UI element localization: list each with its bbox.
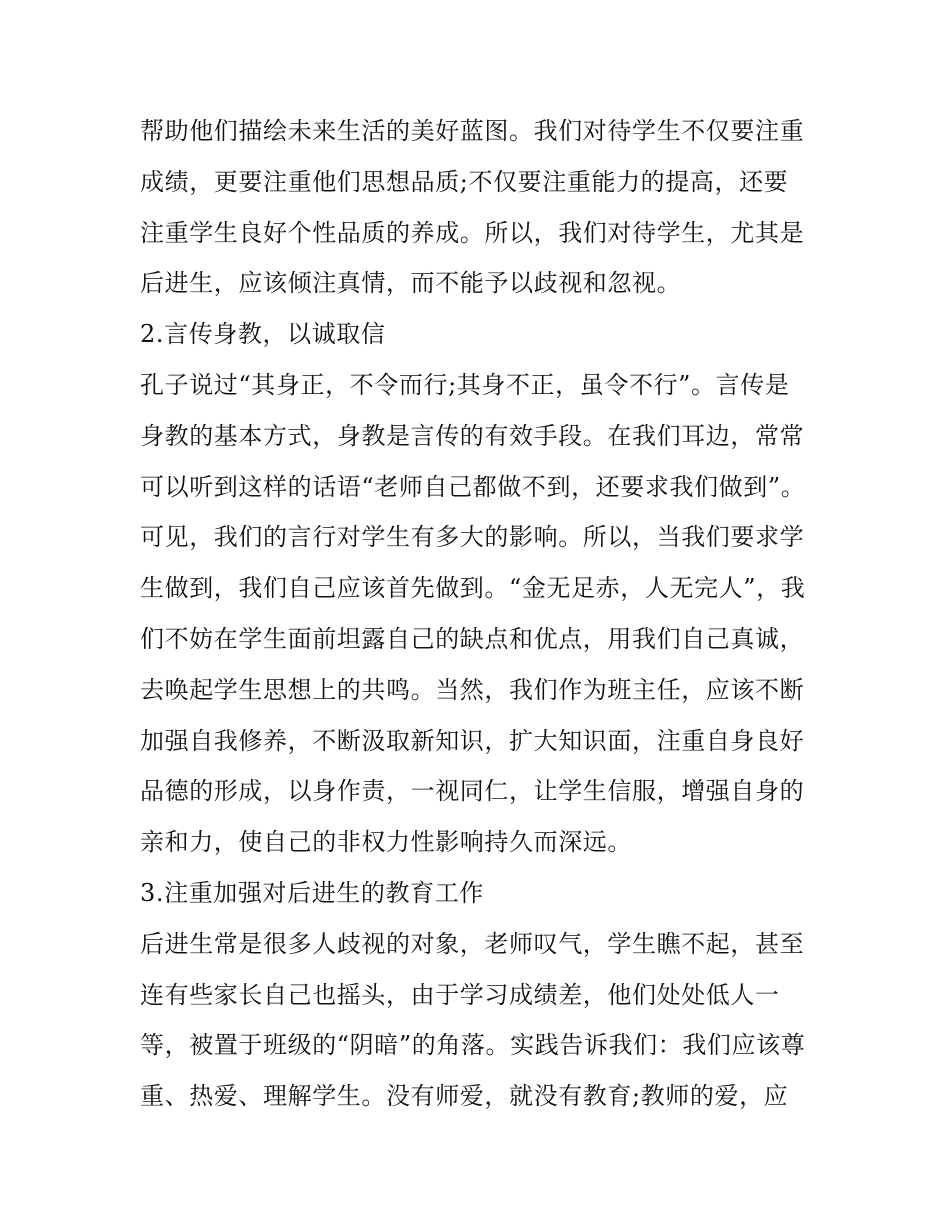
text-line: 成绩，更要注重他们思想品质;不仅要注重能力的提高，还要 [140, 167, 789, 196]
text-line: 后进生，应该倾注真情，而不能予以歧视和忽视。 [140, 269, 682, 298]
section-heading: 3.注重加强对后进生的教育工作 [140, 878, 484, 907]
text-line: 加强自我修养，不断汲取新知识，扩大知识面，注重自身良好 [140, 726, 805, 755]
text-line: 后进生常是很多人歧视的对象，老师叹气，学生瞧不起，甚至 [140, 929, 805, 958]
text-line: 帮助他们描绘未来生活的美好蓝图。我们对待学生不仅要注重 [140, 117, 805, 145]
text-line: 可见，我们的言行对学生有多大的影响。所以，当我们要求学 [140, 523, 805, 552]
text-line: 注重学生良好个性品质的养成。所以，我们对待学生，尤其是 [140, 218, 805, 247]
text-line: 生做到，我们自己应该首先做到。“金无足赤，人无完人”，我 [140, 574, 806, 603]
text-line: 可以听到这样的话语“老师自己都做不到，还要求我们做到”。 [140, 472, 806, 501]
text-line: 们不妨在学生面前坦露自己的缺点和优点，用我们自己真诚， [140, 624, 805, 653]
text-line: 品德的形成，以身作责，一视同仁，让学生信服，增强自身的 [140, 777, 805, 806]
text-line: 孔子说过“其身正，不令而行;其身不正，虽令不行”。言传是 [140, 370, 790, 399]
text-line: 等，被置于班级的“阴暗”的角落。实践告诉我们：我们应该尊 [140, 1031, 806, 1060]
text-line: 重、热爱、理解学生。没有师爱，就没有教育;教师的爱，应 [140, 1082, 789, 1111]
text-line: 亲和力，使自己的非权力性影响持久而深远。 [140, 828, 632, 857]
text-line: 身教的基本方式，身教是言传的有效手段。在我们耳边，常常 [140, 421, 805, 450]
text-line: 连有些家长自己也摇头，由于学习成绩差，他们处处低人一 [140, 980, 780, 1009]
text-line: 去唤起学生思想上的共鸣。当然，我们作为班主任，应该不断 [140, 675, 805, 704]
body-text [140, 106, 830, 1122]
section-heading: 2.言传身教，以诚取信 [140, 320, 386, 349]
